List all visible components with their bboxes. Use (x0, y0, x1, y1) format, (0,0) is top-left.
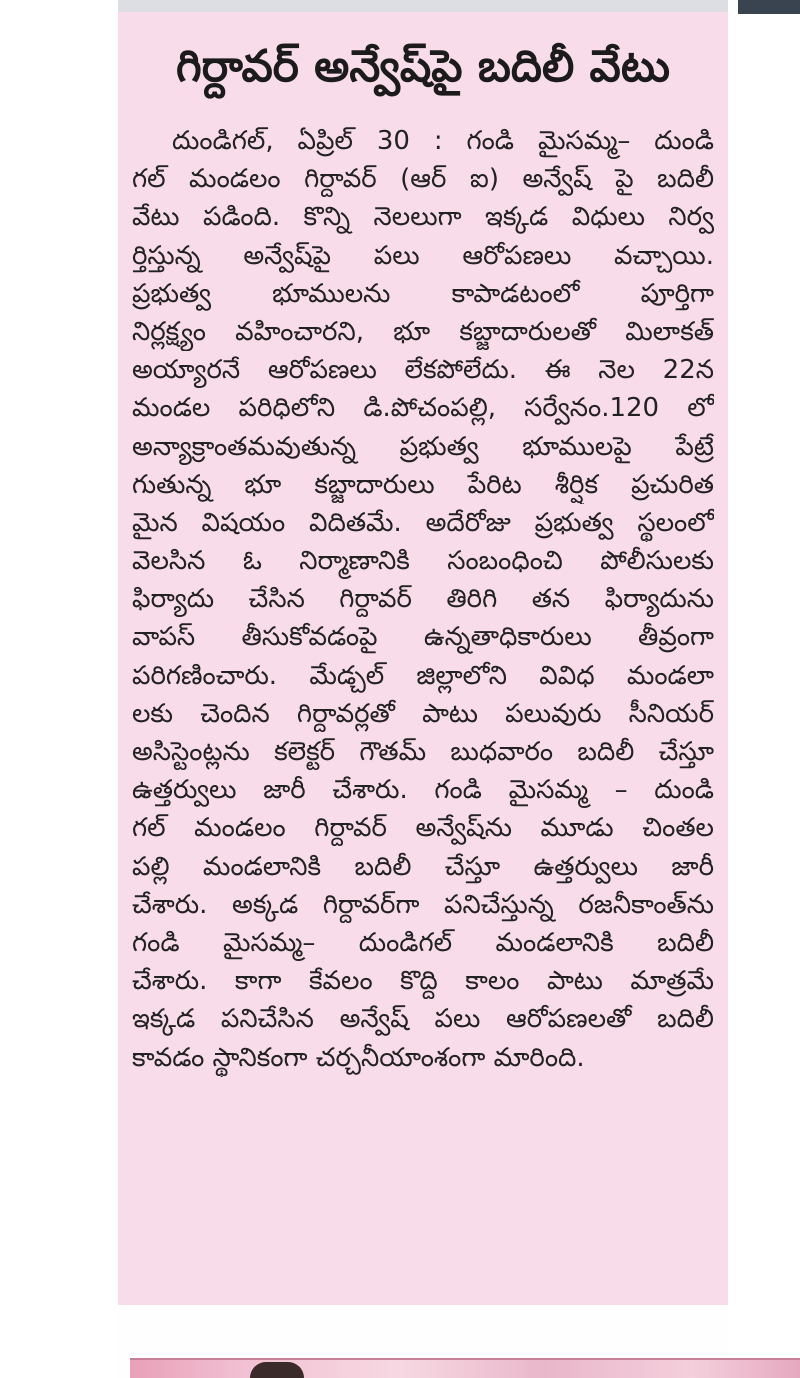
article-line: మైన విషయం విదితమే. అదేరోజు ప్రభుత్వ స్థలంలో (132, 507, 714, 538)
article-line: అసిస్టెంట్లను కలెక్టర్ గౌతమ్ బుధవారం బదిలీ చేస్తూ (132, 737, 714, 767)
left-margin (0, 0, 118, 1378)
article-line: పల్లి మండలానికి బదిలీ చేస్తూ ఉత్తర్వులు జారీ (132, 851, 714, 882)
article-line: వెలసిన ఓ నిర్మాణానికి సంబంధించి పోలీసులకు (132, 546, 714, 577)
article-line: లకు చెందిన గిర్దావర్లతో పాటు పలువురు సీనియర్ (132, 698, 714, 729)
article-line: ఉత్తర్వులు జారీ చేశారు. గండి మైసమ్మ – దుండి (132, 775, 714, 806)
top-dark-block (738, 0, 800, 14)
article-line: అయ్యారనే ఆరోపణలు లేకపోలేదు. ఈ నెల 22న (132, 355, 714, 386)
next-article-photo-fragment (250, 1362, 304, 1378)
article-line: అన్యాక్రాంతమవుతున్న ప్రభుత్వ భూములపై పేట్రే (132, 431, 714, 462)
article-headline: గిర్దావర్ అన్వేష్‌పై బదిలీ వేటు (175, 41, 671, 92)
article-line: పరిగణించారు. మేడ్చల్ జిల్లాలోని వివిధ మండలా (132, 660, 714, 691)
article-body (130, 122, 716, 1077)
article-line: గల్ మండలం గిర్దావర్ (ఆర్ ఐ) అన్వేష్ పై బదిలీ (132, 164, 714, 195)
news-clipping (118, 12, 728, 1305)
article-line: ఇక్కడ పనిచేసిన అన్వేష్ పలు ఆరోపణలతో బదిలీ (132, 1004, 714, 1035)
article-line: దుండిగల్, ఏప్రిల్ 30 : గండి మైసమ్మ– దుండి (172, 126, 714, 156)
article-line: వేటు పడింది. కొన్ని నెలలుగా ఇక్కడ విధులు నిర్వ (132, 202, 714, 233)
top-strip (118, 0, 728, 12)
article-line: గండి మైసమ్మ– దుండిగల్ మండలానికి బదిలీ (132, 927, 714, 958)
article-line: చేశారు. అక్కడ గిర్దావర్‌గా పనిచేస్తున్న రజనీకాంత్‌ను (132, 889, 714, 920)
next-article-image (130, 1358, 800, 1378)
article-line: వాపస్ తీసుకోవడంపై ఉన్నతాధికారులు తీవ్రంగా (132, 622, 714, 653)
article-line: ఫిర్యాదు చేసిన గిర్దావర్ తిరిగి తన ఫిర్యాదును (132, 584, 714, 615)
article-line: మండల పరిధిలోని డి.పోచంపల్లి, సర్వేనం.120 లో (132, 393, 714, 424)
article-line: గల్ మండలం గిర్దావర్ అన్వేష్‌ను మూడు చింతల (132, 813, 714, 844)
article-line: చేశారు. కాగా కేవలం కొద్ది కాలం పాటు మాత్రమే (132, 966, 714, 997)
article-line: ప్రభుత్వ భూములను కాపాడటంలో పూర్తిగా (132, 278, 714, 309)
article-line: ర్తిస్తున్న అన్వేష్‌పై పలు ఆరోపణలు వచ్చాయి. (132, 240, 714, 271)
right-margin (728, 14, 800, 1378)
article-line: గుతున్న భూ కబ్జాదారులు పేరిట శీర్షిక ప్రచురిత (132, 469, 714, 500)
article-line: కావడం స్థానికంగా చర్చనీయాంశంగా మారింది. (132, 1042, 585, 1073)
article-line: నిర్లక్ష్యం వహించారని, భూ కబ్జాదారులతో మిలాకత్ (132, 316, 714, 347)
